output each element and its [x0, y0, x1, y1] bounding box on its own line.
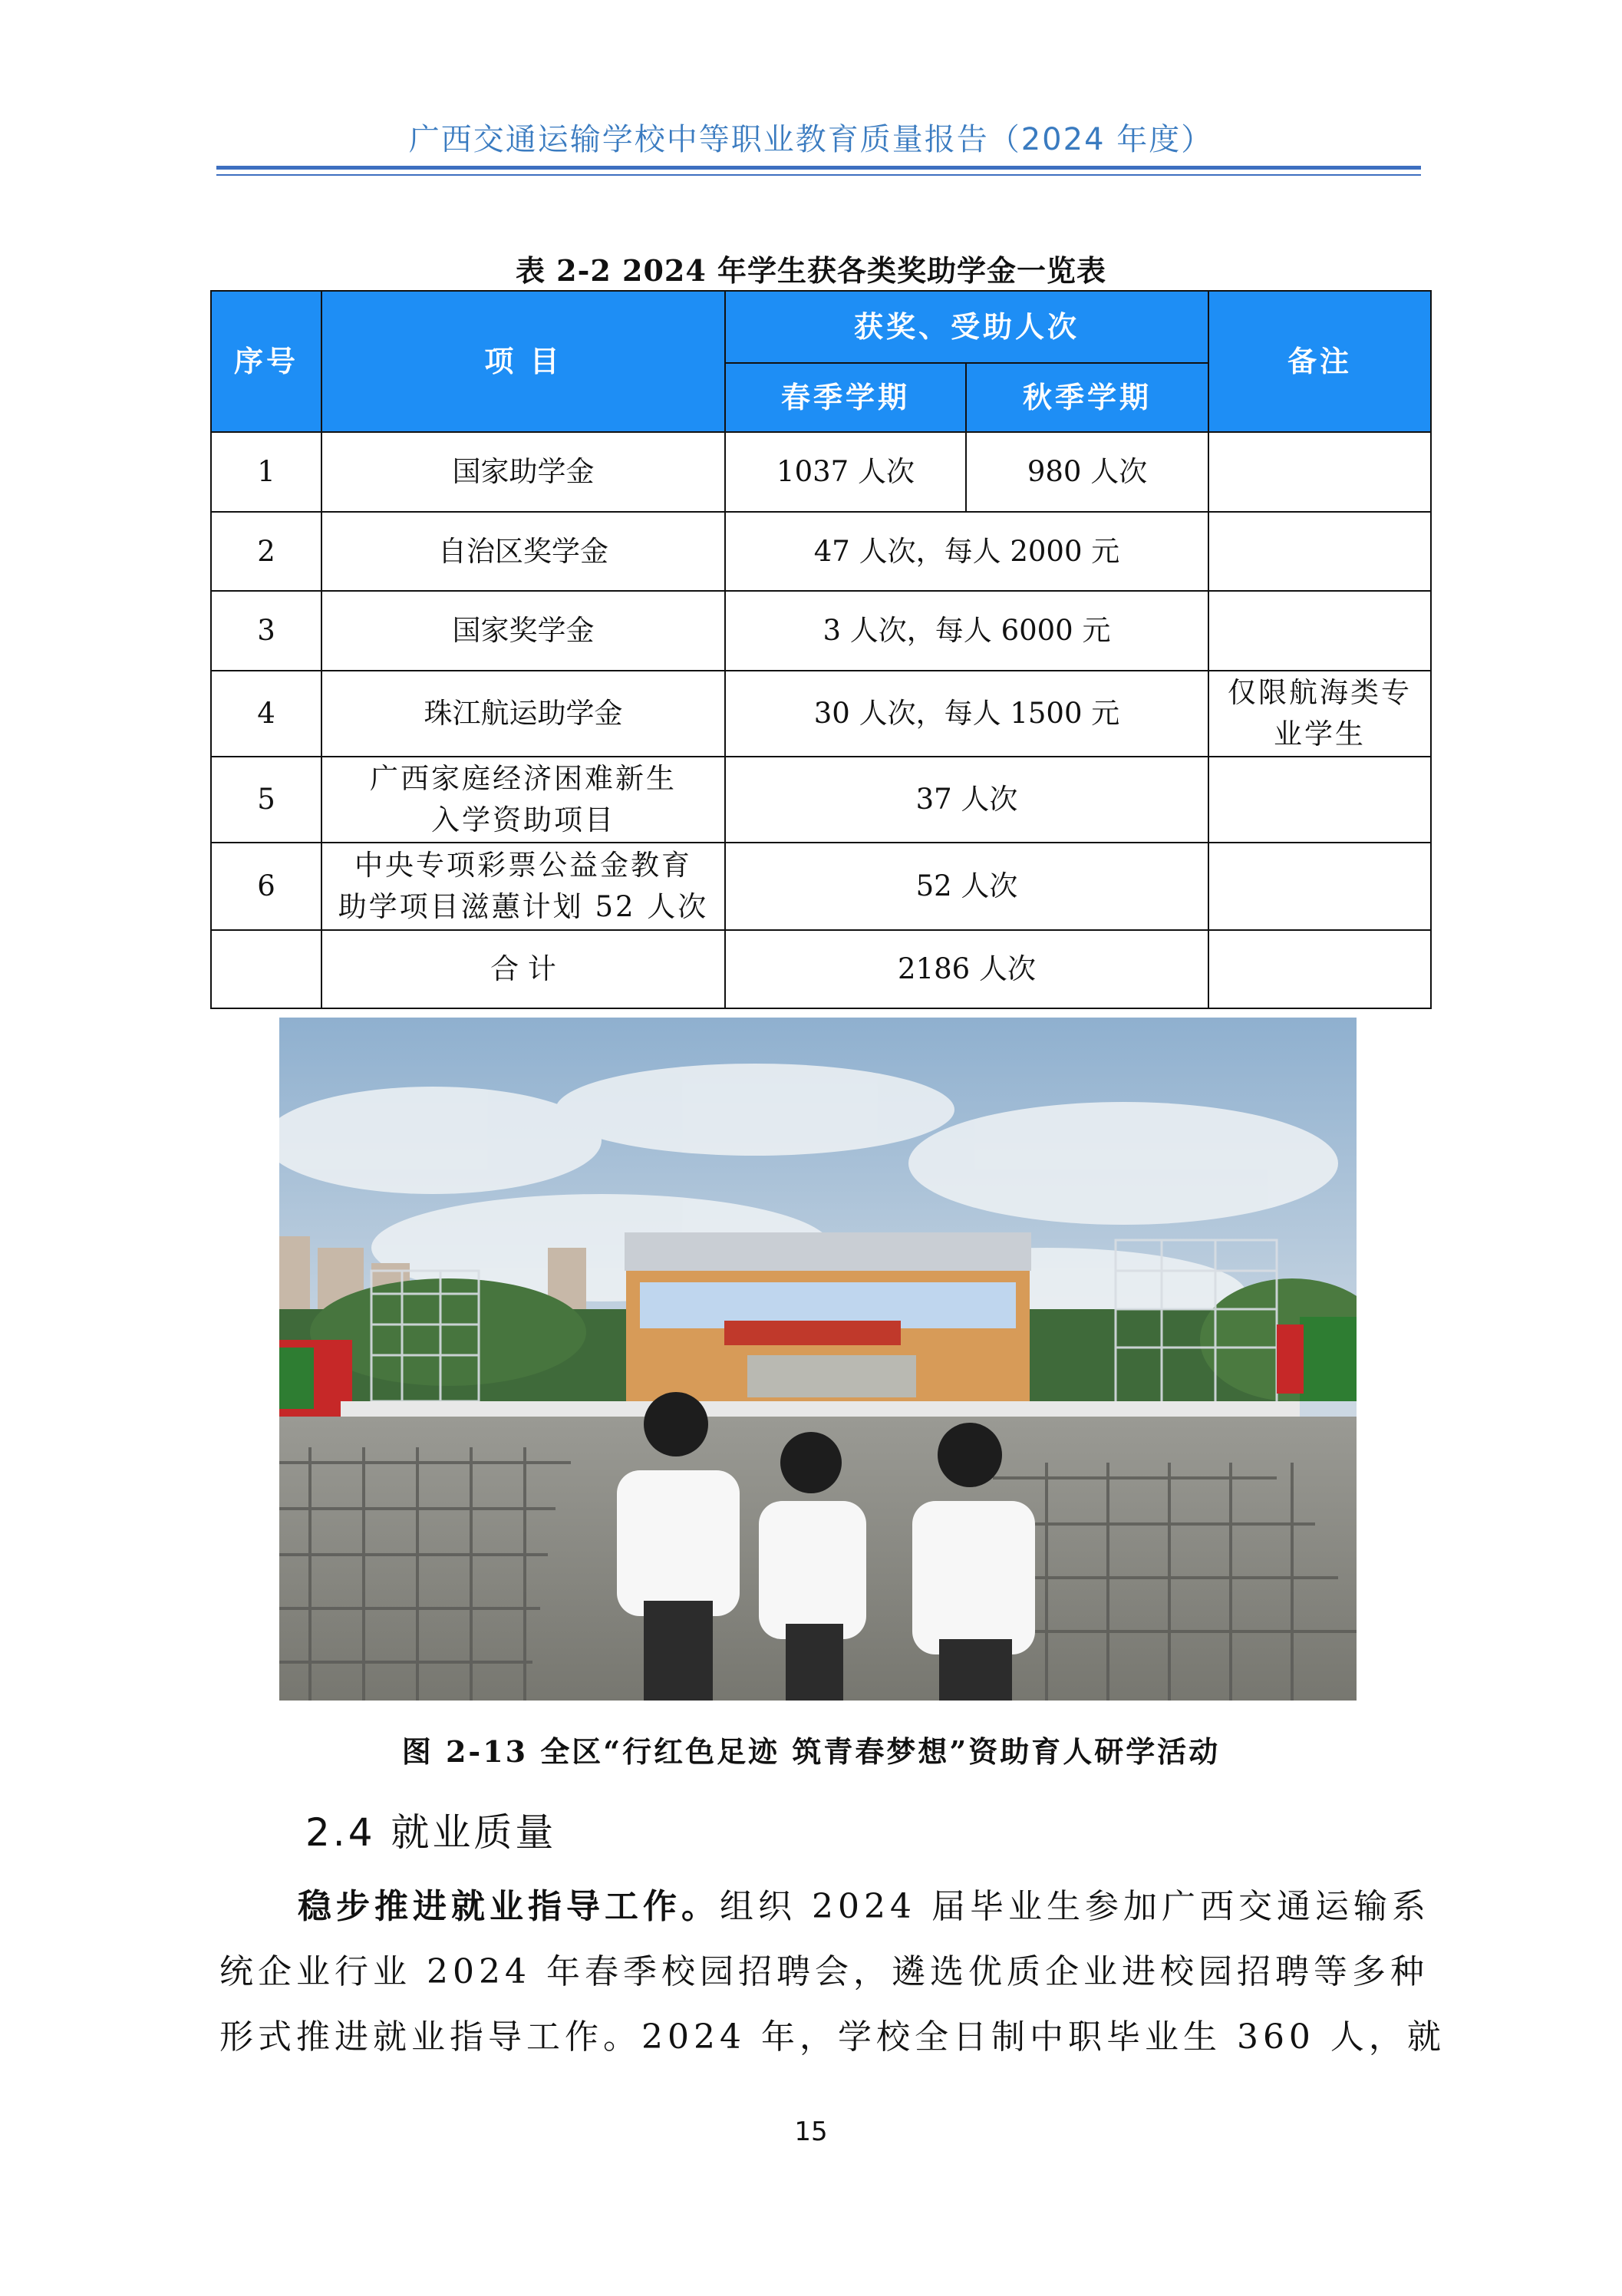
table-row	[211, 671, 1431, 757]
row-merged-count: 47 人次，每人 2000 元	[725, 512, 1208, 591]
scholarship-table	[210, 290, 1432, 1009]
row-merged-count: 52 人次	[725, 843, 1208, 930]
row-remark	[1208, 843, 1431, 930]
total-value: 2186 人次	[725, 930, 1208, 1008]
row-index: 3	[211, 591, 321, 671]
table-caption: 表 2-2 2024 年学生获各类奖助学金一览表	[515, 253, 1107, 288]
row-remark	[1208, 432, 1431, 512]
row-merged-count: 37 人次	[725, 757, 1208, 843]
table-row	[211, 512, 1431, 591]
row-item-line: 中央专项彩票公益金教育	[354, 849, 692, 882]
table-row	[211, 432, 1431, 512]
row-autumn: 980 人次	[966, 432, 1208, 512]
row-item-line: 入学资助项目	[431, 803, 615, 836]
row-item: 自治区奖学金	[321, 512, 725, 591]
total-label: 合 计	[321, 930, 725, 1008]
header-autumn: 秋季学期	[966, 363, 1208, 432]
row-item: 国家奖学金	[321, 591, 725, 671]
page-number: 15	[794, 2116, 828, 2147]
row-merged-count: 3 人次，每人 6000 元	[725, 591, 1208, 671]
row-item	[321, 843, 725, 930]
header-rule	[216, 166, 1421, 170]
header-index: 序号	[211, 291, 321, 432]
table-row	[211, 591, 1431, 671]
row-index: 6	[211, 843, 321, 930]
header-spring: 春季学期	[725, 363, 966, 432]
row-index: 4	[211, 671, 321, 757]
row-remark	[1208, 512, 1431, 591]
total-remark-empty	[1208, 930, 1431, 1008]
row-item	[321, 757, 725, 843]
row-index: 1	[211, 432, 321, 512]
paragraph-line-3: 形式推进就业指导工作。2024 年，学校全日制中职毕业生 360 人，就	[219, 2017, 1446, 2057]
row-index: 2	[211, 512, 321, 591]
section-heading: 2.4 就业质量	[305, 1810, 557, 1855]
paragraph-line-1	[298, 1879, 1430, 1928]
row-item-line: 广西家庭经济困难新生	[370, 762, 677, 795]
figure-caption: 图 2-13 全区“行红色足迹 筑青春梦想”资助育人研学活动	[401, 1734, 1221, 1769]
header-item: 项 目	[321, 291, 725, 432]
row-item-line: 助学项目滋蕙计划 52 人次	[338, 890, 709, 923]
row-remark-line: 业学生	[1274, 718, 1367, 750]
row-spring: 1037 人次	[725, 432, 966, 512]
row-index: 5	[211, 757, 321, 843]
paragraph-line-2: 统企业行业 2024 年春季校园招聘会，遴选优质企业进校园招聘等多种	[219, 1952, 1429, 1991]
report-header-title: 广西交通运输学校中等职业教育质量报告（2024 年度）	[408, 122, 1214, 157]
event-photo	[279, 1018, 1357, 1701]
paragraph-lead: 稳步推进就业指导工作。	[298, 1887, 720, 1926]
row-remark	[1208, 671, 1431, 757]
header-rule-thin	[216, 174, 1421, 176]
row-remark	[1208, 591, 1431, 671]
row-remark-line: 仅限航海类专	[1228, 676, 1413, 709]
table-row	[211, 843, 1431, 930]
header-remark: 备注	[1208, 291, 1431, 432]
table-row	[211, 757, 1431, 843]
row-item: 珠江航运助学金	[321, 671, 725, 757]
total-index-empty	[211, 930, 321, 1008]
row-item: 国家助学金	[321, 432, 725, 512]
table-total-row	[211, 930, 1431, 1008]
header-count-group: 获奖、受助人次	[725, 291, 1208, 363]
row-merged-count: 30 人次，每人 1500 元	[725, 671, 1208, 757]
paragraph-line-1-text: 组织 2024 届毕业生参加广西交通运输系	[720, 1887, 1430, 1926]
row-remark	[1208, 757, 1431, 843]
